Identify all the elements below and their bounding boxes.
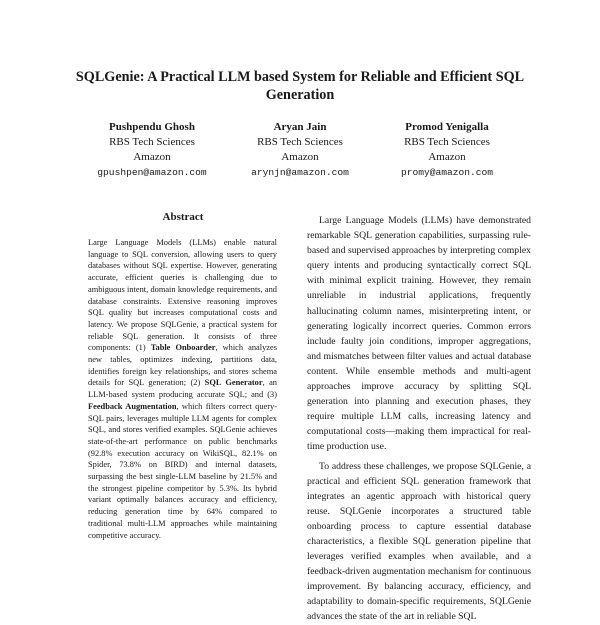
author-organization: Amazon: [133, 151, 171, 163]
author-affiliation: RBS Tech Sciences: [257, 136, 343, 148]
abstract-part-1: Large Language Models (LLMs) enable natural language to SQL conversion, allowing users to query databases without SQL expertise. However, generating accurate, efficient queries is challenging due to ambiguous intent, domain knowledge requirements, and database constraints. Extensive reasoning improves SQL quality but increases computational costs and latency. We propose SQLGenie, a practical system for reliable SQL generation. It consists of three components: (1): [88, 238, 277, 353]
intro-paragraph-2: To address these challenges, we propose SQLGenie, a practical and efficient SQL generation framework that integrates an agentic approach with historical query reuse. SQLGenie incorporates a structured table onboarding process to capture essential database characteristics, a flexible SQL generation pipeline that leverages verified examples when available, and a feedback-driven augmentation mechanism for continuous improvement. By balancing accuracy, efficiency, and adaptability to domain-specific requirements, SQLGenie advances the state of the art in reliable SQL: [307, 460, 531, 623]
author-block-1: [72, 120, 232, 180]
author-affiliation: RBS Tech Sciences: [404, 136, 490, 148]
author-organization: Amazon: [281, 151, 319, 163]
abstract-heading: Abstract: [162, 211, 204, 223]
abstract-bold-table-onboarder: Table Onboarder: [150, 343, 216, 353]
author-block-2: [220, 120, 380, 180]
title-line-1: SQLGenie: A Practical LLM based System for Reliable and Efficient SQL: [75, 69, 525, 85]
introduction-column: [307, 213, 531, 625]
author-email: arynjn@amazon.com: [251, 167, 349, 178]
author-block-3: [367, 120, 527, 180]
abstract-bold-sql-generator: SQL Generator: [204, 378, 263, 388]
abstract-text: [88, 237, 277, 541]
author-affiliation: RBS Tech Sciences: [109, 136, 195, 148]
intro-paragraph-1: Large Language Models (LLMs) have demonstrated remarkable SQL generation capabilities, surpassing rule-based and supervised approaches by interpreting complex query intents and producing syntactically correct SQL with minimal explicit training. However, they remain unreliable in industrial applications, frequently hallucinating column names, misinterpreting intent, or generating logically incorrect queries. Common errors include faulty join conditions, improper aggregations, and mismatches between filter values and actual database content. While ensemble methods and multi-agent approaches improve accuracy by splitting SQL generation into planning and execution phases, they require multiple LLM calls, increasing latency and computational costs—making them impractical for real-time production use.: [307, 215, 531, 453]
author-organization: Amazon: [428, 151, 466, 163]
abstract-part-2: , which analyzes new tables, optimizes indexing, partitions data, identifies foreign key relationships, and stores schema details for SQL generation; (2): [88, 343, 277, 388]
abstract-bold-feedback-augmentation: Feedback Augmentation: [88, 401, 177, 411]
author-email: promy@amazon.com: [400, 167, 494, 178]
paper-title: [60, 68, 540, 104]
author-email: gpushpen@amazon.com: [97, 167, 207, 178]
abstract-part-4: , which filters correct query-SQL pairs, leverages multiple LLM agents for complex SQL, and stores verified examples. SQLGenie achieves state-of-the-art performance on public benchmarks (92.8% execution accuracy on WikiSQL, 82.1% on Spider, 73.8% on BIRD) and internal datasets, surpassing the best single-LLM baseline by 21.5% and the strongest pipeline competitor by 5.3%. Its hybrid variant optimally balances accuracy and efficiency, reducing generation time by 64% compared to traditional multi-LLM approaches while maintaining competitive accuracy.: [88, 401, 277, 540]
author-name: Pushpendu Ghosh: [109, 121, 195, 133]
title-line-2: Generation: [265, 87, 335, 103]
abstract-part-3: , an LLM-based system producing accurate SQL; and (3): [88, 378, 277, 400]
author-name: Aryan Jain: [273, 121, 327, 133]
author-name: Promod Yenigalla: [405, 121, 489, 133]
